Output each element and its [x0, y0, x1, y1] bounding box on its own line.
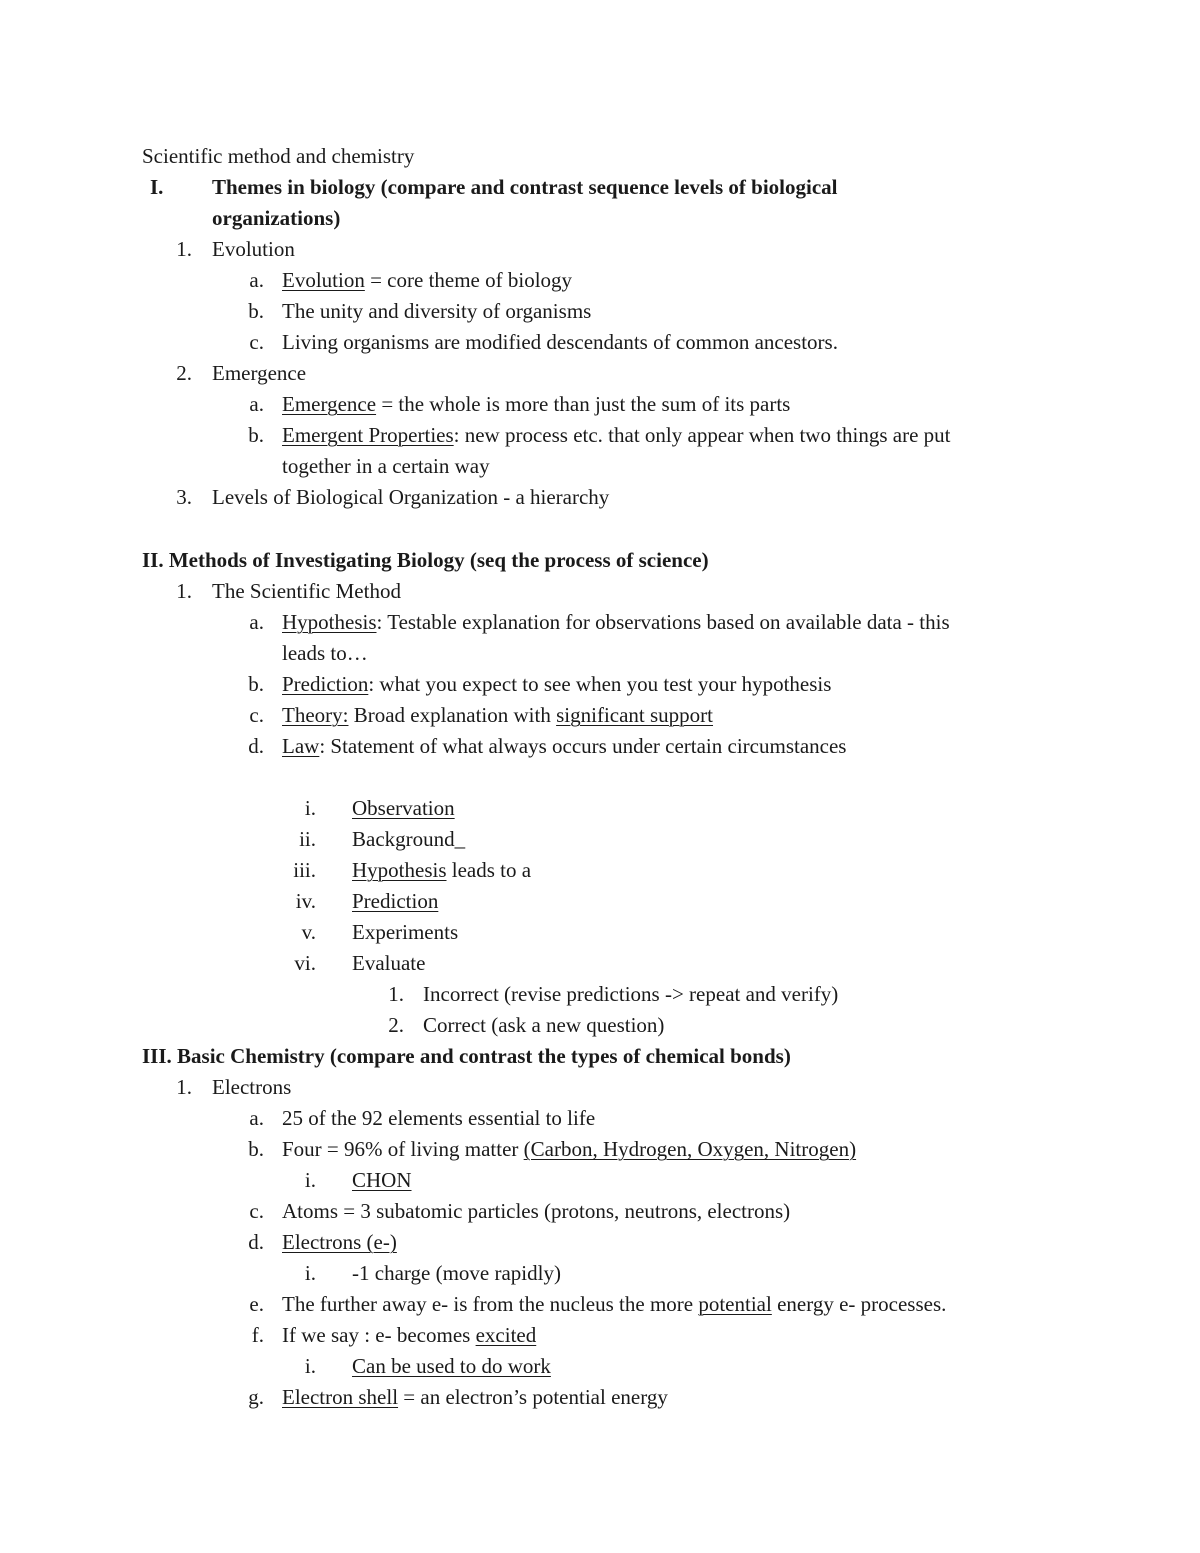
list-marker: i.	[304, 796, 316, 820]
term-evolution: Evolution	[282, 268, 365, 292]
term-theory: Theory:	[282, 703, 349, 727]
list-marker: 1.	[388, 982, 404, 1006]
evolution-b: The unity and diversity of organisms	[282, 299, 592, 323]
list-marker: g.	[248, 1385, 264, 1409]
term-work: Can be used to do work	[352, 1354, 551, 1378]
method-a	[282, 607, 950, 638]
item-text: energy e- processes.	[771, 1292, 947, 1316]
chem-c: Atoms = 3 subatomic particles (protons, neutrons, electrons)	[282, 1199, 791, 1223]
item-electrons: Electrons	[212, 1075, 292, 1099]
step-term: Prediction	[352, 889, 439, 913]
item-scientific-method: The Scientific Method	[212, 579, 401, 603]
section-2-heading: II. Methods of Investigating Biology (seq the process of science)	[142, 548, 709, 572]
list-marker: vi.	[294, 951, 316, 975]
term-potential: potential	[698, 1292, 772, 1316]
list-marker: v.	[301, 920, 316, 944]
evolution-c: Living organisms are modified descendants of common ancestors.	[282, 330, 838, 354]
section-1-marker: I.	[150, 175, 164, 199]
list-marker: a.	[249, 610, 264, 634]
list-marker: i.	[304, 1261, 316, 1285]
item-text: : Statement of what always occurs under certain circumstances	[319, 734, 847, 758]
step-text: Background_	[352, 827, 466, 851]
term-emergent-properties: Emergent Properties	[282, 423, 454, 447]
list-marker: i.	[304, 1168, 316, 1192]
step-term: Observation	[352, 796, 455, 820]
list-marker: i.	[304, 1354, 316, 1378]
term-excited: excited	[475, 1323, 537, 1347]
list-marker: c.	[249, 330, 264, 354]
emergence-b	[282, 420, 951, 451]
item-text: : what you expect to see when you test your hypothesis	[368, 672, 832, 696]
term-hypothesis: Hypothesis	[282, 610, 377, 634]
item-text: = an electron’s potential energy	[398, 1385, 668, 1409]
step-evaluate	[352, 948, 425, 979]
item-emergence: Emergence	[212, 361, 307, 385]
list-marker: d.	[248, 1230, 264, 1254]
item-text: Broad explanation with	[348, 703, 557, 727]
list-marker: iv.	[295, 889, 316, 913]
section-3-heading: III. Basic Chemistry (compare and contrast the types of chemical bonds)	[142, 1044, 791, 1068]
item-text: : new process etc. that only appear when two things are put	[453, 423, 951, 447]
item-evolution: Evolution	[212, 237, 295, 261]
list-marker: b.	[248, 1137, 264, 1161]
list-marker: ii.	[299, 827, 316, 851]
emergence-b-cont: together in a certain way	[282, 454, 490, 478]
term-chon: CHON	[352, 1168, 412, 1192]
item-text: The further away e- is from the nucleus the more	[282, 1292, 699, 1316]
chem-g	[282, 1382, 668, 1413]
list-marker: b.	[248, 299, 264, 323]
list-marker: e.	[249, 1292, 264, 1316]
term-emergence: Emergence	[282, 392, 377, 416]
section-1-heading: Themes in biology (compare and contrast sequence levels of biological	[212, 175, 838, 199]
list-marker: c.	[249, 1199, 264, 1223]
term-significant-support: significant support	[556, 703, 714, 727]
document-title: Scientific method and chemistry	[142, 144, 415, 168]
item-text: Four = 96% of living matter	[282, 1137, 524, 1161]
list-marker: a.	[249, 268, 264, 292]
term-law: Law	[282, 734, 320, 758]
step-observation	[352, 793, 455, 824]
step-text: leads to a	[446, 858, 532, 882]
item-text: = the whole is more than just the sum of its parts	[376, 392, 791, 416]
term-elements: (Carbon, Hydrogen, Oxygen, Nitrogen)	[523, 1137, 857, 1161]
term-electron-shell: Electron shell	[282, 1385, 399, 1409]
method-b	[282, 669, 831, 700]
list-marker: b.	[248, 423, 264, 447]
chem-b-i	[352, 1165, 412, 1196]
step-prediction	[352, 886, 438, 917]
list-marker: d.	[248, 734, 264, 758]
evaluate-correct: Correct (ask a new question)	[423, 1013, 665, 1037]
list-marker: c.	[249, 703, 264, 727]
list-marker: 1.	[176, 237, 192, 261]
chem-f	[282, 1320, 536, 1351]
list-marker: a.	[249, 1106, 264, 1130]
list-marker: 2.	[176, 361, 192, 385]
list-marker: 1.	[176, 1075, 192, 1099]
step-text: Experiments	[352, 920, 459, 944]
method-a-cont: leads to…	[282, 641, 368, 665]
evolution-a	[282, 265, 572, 296]
list-marker: iii.	[293, 858, 316, 882]
step-text: Evaluate	[352, 951, 426, 975]
chem-a: 25 of the 92 elements essential to life	[282, 1106, 596, 1130]
step-hypothesis	[352, 855, 531, 886]
emergence-a	[282, 389, 790, 420]
item-levels: Levels of Biological Organization - a hierarchy	[212, 485, 610, 509]
term-prediction: Prediction	[282, 672, 369, 696]
chem-d-i: -1 charge (move rapidly)	[352, 1261, 561, 1285]
chem-d	[282, 1227, 397, 1258]
chem-b	[282, 1134, 856, 1165]
method-d	[282, 731, 846, 762]
list-marker: 2.	[388, 1013, 404, 1037]
step-term: Hypothesis	[352, 858, 447, 882]
list-marker: 3.	[176, 485, 192, 509]
list-marker: f.	[251, 1323, 264, 1347]
item-text: : Testable explanation for observations based on available data - this	[376, 610, 950, 634]
term-electrons: Electrons (e-)	[282, 1230, 397, 1254]
item-text: = core theme of biology	[364, 268, 573, 292]
list-marker: b.	[248, 672, 264, 696]
list-marker: 1.	[176, 579, 192, 603]
evaluate-incorrect: Incorrect (revise predictions -> repeat and verify)	[423, 982, 839, 1006]
item-text: If we say : e- becomes	[282, 1323, 476, 1347]
list-marker: a.	[249, 392, 264, 416]
step-background	[352, 824, 465, 855]
chem-e	[282, 1289, 946, 1320]
method-c	[282, 700, 713, 731]
chem-f-i	[352, 1351, 551, 1382]
step-experiments	[352, 917, 458, 948]
section-1-heading-cont: organizations)	[212, 206, 341, 230]
